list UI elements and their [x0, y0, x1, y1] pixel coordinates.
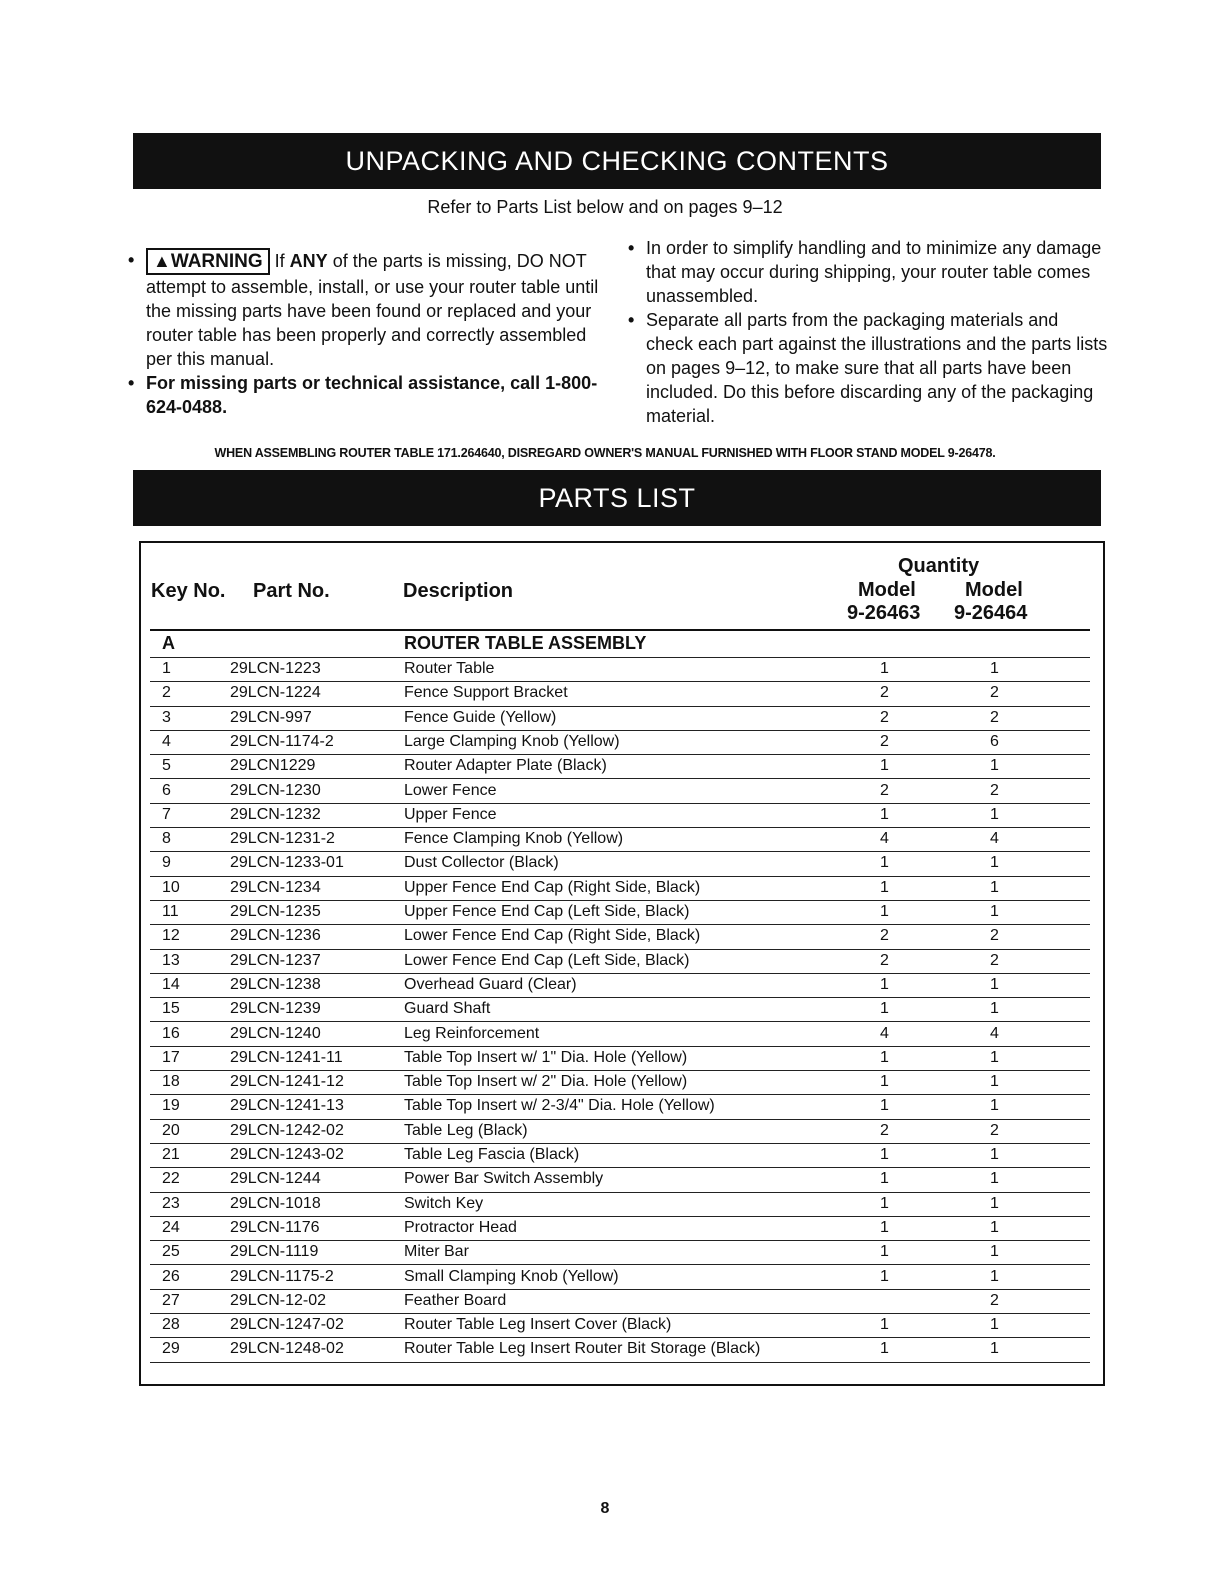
cell-desc: Lower Fence End Cap (Left Side, Black): [404, 951, 690, 969]
cell-q2: 1: [990, 1316, 999, 1334]
cell-desc: Power Bar Switch Assembly: [404, 1170, 604, 1188]
header-model2-label: Model: [965, 579, 1023, 601]
cell-key: 25: [162, 1243, 180, 1261]
cell-desc: Router Table Leg Insert Router Bit Storage (Black): [404, 1340, 761, 1358]
cell-q1: 2: [880, 684, 889, 702]
table-row: [150, 1216, 1090, 1241]
cell-q1: 1: [880, 1000, 889, 1018]
table-row: [150, 997, 1090, 1022]
cell-part: 29LCN-1223: [230, 660, 321, 677]
table-row: [150, 706, 1090, 731]
cell-q2: 2: [990, 1291, 999, 1309]
cell-q1: 1: [880, 1194, 889, 1212]
cell-desc: Switch Key: [404, 1194, 484, 1212]
cell-key: 3: [162, 708, 171, 726]
cell-part: 29LCN-1234: [230, 878, 321, 896]
cell-q1: 1: [880, 1243, 889, 1261]
cell-desc: Protractor Head: [404, 1218, 517, 1236]
cell-part: 29LCN-1247-02: [230, 1316, 344, 1334]
cell-key: 1: [162, 660, 171, 677]
cell-q2: 2: [990, 684, 999, 702]
cell-key: 15: [162, 1000, 180, 1018]
cell-q2: 1: [990, 1170, 999, 1188]
cell-desc: Table Top Insert w/ 2-3/4" Dia. Hole (Yellow): [404, 1097, 715, 1115]
cell-q2: 1: [990, 1243, 999, 1261]
cell-part: 29LCN-1239: [230, 1000, 321, 1018]
cell-part: 29LCN-1240: [230, 1024, 321, 1042]
table-row: [150, 900, 1090, 925]
cell-desc: Leg Reinforcement: [404, 1024, 540, 1042]
cell-part: 29LCN-1237: [230, 951, 321, 969]
cell-q2: 1: [990, 757, 999, 775]
section-key: A: [162, 633, 175, 653]
header-description: Description: [403, 580, 514, 602]
header-key-no: Key No.: [151, 580, 226, 602]
cell-part: 29LCN-1235: [230, 903, 321, 920]
cell-q1: 1: [880, 1267, 889, 1285]
cell-q2: 1: [990, 1218, 999, 1236]
cell-q2: 1: [990, 1048, 999, 1066]
cell-q1: 1: [880, 1073, 889, 1091]
cell-q2: 2: [990, 781, 999, 799]
cell-q1: 2: [880, 951, 889, 969]
section-row: [150, 631, 1090, 658]
bullet-icon: •: [628, 310, 635, 330]
cell-q2: 1: [990, 1097, 999, 1115]
cell-q2: 1: [990, 805, 999, 823]
table-row: [150, 1022, 1090, 1047]
cell-q1: 4: [880, 1024, 889, 1042]
cell-desc: Fence Clamping Knob (Yellow): [404, 830, 624, 848]
cell-q1: 1: [880, 1218, 889, 1236]
cell-desc: Table Leg Fascia (Black): [404, 1146, 580, 1163]
cell-q2: 1: [990, 878, 999, 896]
table-row: [150, 754, 1090, 779]
cell-q1: 2: [880, 1121, 889, 1139]
cell-key: 8: [162, 830, 171, 848]
cell-part: 29LCN-1248-02: [230, 1340, 344, 1358]
cell-part: 29LCN-1244: [230, 1170, 321, 1188]
missing-parts-paragraph: [128, 371, 608, 419]
table-row: [150, 851, 1090, 876]
cell-q2: 1: [990, 903, 999, 920]
handling-text: In order to simplify handling and to minimize any damage that may occur during shipping, your router table comes unassembled.: [646, 238, 1102, 306]
cell-q2: 1: [990, 1267, 999, 1285]
cell-q2: 2: [990, 1121, 999, 1139]
table-row: [150, 1119, 1090, 1144]
unpacking-banner: [133, 133, 1101, 189]
table-row: [150, 681, 1090, 706]
table-row: [150, 1143, 1090, 1168]
cell-key: 2: [162, 684, 171, 702]
cell-part: 29LCN-997: [230, 708, 312, 726]
cell-key: 10: [162, 878, 180, 896]
cell-desc: Upper Fence End Cap (Left Side, Black): [404, 903, 690, 920]
cell-desc: Router Table Leg Insert Cover (Black): [404, 1316, 672, 1334]
table-row: [150, 1337, 1090, 1362]
warning-label: WARNING: [170, 251, 263, 272]
cell-desc: Large Clamping Knob (Yellow): [404, 732, 620, 750]
cell-key: 5: [162, 757, 171, 775]
cell-part: 29LCN-1243-02: [230, 1146, 344, 1163]
cell-key: 7: [162, 805, 171, 823]
cell-key: 27: [162, 1291, 180, 1309]
cell-q1: 1: [880, 878, 889, 896]
missing-parts-text: For missing parts or technical assistance, call 1-800-624-0488.: [146, 373, 598, 417]
cell-q1: 1: [880, 975, 889, 993]
cell-part: 29LCN-1230: [230, 781, 321, 799]
header-part-no: Part No.: [253, 580, 330, 602]
header-quantity: Quantity: [898, 555, 980, 577]
cell-part: 29LCN-1232: [230, 805, 321, 823]
cell-key: 19: [162, 1097, 180, 1115]
cell-key: 4: [162, 732, 171, 750]
cell-q1: 2: [880, 927, 889, 945]
cell-part: 29LCN-1241-12: [230, 1073, 344, 1091]
unpacking-banner-title: UNPACKING AND CHECKING CONTENTS: [345, 145, 889, 176]
cell-key: 6: [162, 781, 171, 799]
cell-q1: 1: [880, 660, 889, 677]
cell-desc: Fence Support Bracket: [404, 684, 568, 702]
cell-part: 29LCN-1231-2: [230, 830, 335, 848]
cell-q1: 4: [880, 830, 889, 848]
table-row: [150, 876, 1090, 901]
table-row: [150, 1265, 1090, 1290]
cell-part: 29LCN-1175-2: [230, 1267, 334, 1285]
cell-key: 28: [162, 1316, 180, 1334]
table-row: [150, 924, 1090, 949]
table-row: [150, 1070, 1090, 1095]
cell-part: 29LCN-1238: [230, 975, 321, 993]
cell-q1: 1: [880, 903, 889, 920]
cell-q2: 1: [990, 1073, 999, 1091]
table-row: [150, 1167, 1090, 1192]
table-row: [150, 803, 1090, 828]
warning-body: of the parts is missing, DO NOT attempt to assemble, install, or use your router table until the missing parts have been found or replaced and your router table has been properly and correctly assembled per this manual.: [146, 251, 599, 369]
cell-key: 29: [162, 1340, 180, 1358]
cell-part: 29LCN-1119: [230, 1243, 319, 1261]
cell-key: 12: [162, 927, 180, 945]
cell-key: 9: [162, 854, 171, 872]
cell-desc: Dust Collector (Black): [404, 854, 559, 872]
cell-q1: 1: [880, 1146, 889, 1163]
cell-desc: Router Table: [404, 660, 495, 677]
cell-desc: Small Clamping Knob (Yellow): [404, 1267, 619, 1285]
cell-q2: 1: [990, 854, 999, 872]
cell-desc: Guard Shaft: [404, 1000, 491, 1018]
table-row: [150, 1046, 1090, 1071]
cell-q2: 1: [990, 1146, 999, 1163]
cell-part: 29LCN-1236: [230, 927, 321, 945]
cell-key: 20: [162, 1121, 180, 1139]
cell-part: 29LCN-1176: [230, 1218, 320, 1236]
cell-desc: Miter Bar: [404, 1243, 469, 1261]
cell-q2: 1: [990, 1194, 999, 1212]
cell-key: 24: [162, 1218, 180, 1236]
cell-q2: 4: [990, 1024, 999, 1042]
cell-desc: Fence Guide (Yellow): [404, 708, 557, 726]
cell-desc: Upper Fence End Cap (Right Side, Black): [404, 878, 701, 896]
table-row: [150, 779, 1090, 804]
header-model1-label: Model: [858, 579, 916, 601]
cell-q2: 1: [990, 660, 999, 677]
cell-q1: 1: [880, 1316, 889, 1334]
table-row: [150, 949, 1090, 974]
left-column: [128, 248, 608, 419]
bullet-icon: •: [128, 373, 135, 393]
warning-any: ANY: [289, 251, 328, 271]
cell-desc: Table Top Insert w/ 1" Dia. Hole (Yellow): [404, 1048, 688, 1066]
cell-q1: 2: [880, 781, 889, 799]
separate-parts-paragraph: [628, 308, 1108, 428]
cell-key: 16: [162, 1024, 180, 1042]
refer-text: Refer to Parts List below and on pages 9–12: [427, 197, 783, 217]
cell-q2: 1: [990, 1340, 999, 1358]
bullet-icon: •: [128, 250, 135, 270]
table-row: [150, 827, 1090, 852]
cell-part: 29LCN-12-02: [230, 1291, 327, 1309]
cell-key: 18: [162, 1073, 180, 1091]
cell-desc: Table Leg (Black): [404, 1121, 528, 1139]
header-model2-number: 9-26464: [954, 602, 1028, 624]
handling-paragraph: [628, 236, 1108, 308]
cell-part: 29LCN-1241-13: [230, 1097, 344, 1115]
cell-part: 29LCN-1018: [230, 1194, 321, 1212]
separate-parts-text: Separate all parts from the packaging materials and check each part against the illustrations and the parts lists on pages 9–12, to make sure that all parts have been included. Do this before discarding any of the packaging material.: [646, 310, 1108, 426]
cell-q2: 2: [990, 951, 999, 969]
cell-q2: 6: [990, 732, 999, 750]
table-row: [150, 973, 1090, 998]
right-column: [628, 236, 1108, 428]
cell-q1: 1: [880, 1097, 889, 1115]
cell-key: 21: [162, 1146, 180, 1163]
bullet-icon: •: [628, 238, 635, 258]
cell-key: 23: [162, 1194, 180, 1212]
table-row: [150, 657, 1090, 682]
cell-desc: Router Adapter Plate (Black): [404, 757, 607, 775]
header-model1-number: 9-26463: [847, 602, 921, 624]
cell-q1: 2: [880, 732, 889, 750]
cell-q2: 4: [990, 830, 999, 848]
table-row: [150, 1192, 1090, 1217]
cell-q1: 2: [880, 708, 889, 726]
cell-key: 14: [162, 975, 180, 993]
cell-desc: Table Top Insert w/ 2" Dia. Hole (Yellow): [404, 1073, 688, 1091]
cell-part: 29LCN-1224: [230, 684, 321, 702]
cell-desc: Upper Fence: [404, 805, 497, 823]
warning-badge: [146, 248, 270, 275]
cell-q1: 1: [880, 1048, 889, 1066]
warning-triangle-icon: ▲: [153, 251, 171, 271]
cell-part: 29LCN-1174-2: [230, 732, 334, 750]
cell-q1: 1: [880, 854, 889, 872]
cell-desc: Feather Board: [404, 1291, 507, 1309]
cell-q1: 1: [880, 1340, 889, 1358]
cell-key: 13: [162, 951, 180, 969]
cell-q1: 1: [880, 805, 889, 823]
cell-key: 11: [162, 903, 179, 920]
page-number: 8: [600, 1500, 610, 1517]
cell-key: 17: [162, 1048, 180, 1066]
cell-q2: 1: [990, 1000, 999, 1018]
cell-q2: 1: [990, 975, 999, 993]
parts-list-banner: [133, 470, 1101, 526]
warning-paragraph: [128, 248, 608, 371]
section-title: ROUTER TABLE ASSEMBLY: [404, 633, 647, 653]
cell-desc: Lower Fence End Cap (Right Side, Black): [404, 927, 701, 945]
cell-q2: 2: [990, 927, 999, 945]
cell-desc: Overhead Guard (Clear): [404, 975, 577, 993]
table-row: [150, 1094, 1090, 1119]
cell-q1: 1: [880, 1170, 889, 1188]
cell-part: 29LCN-1241-11: [230, 1048, 343, 1066]
cell-part: 29LCN-1242-02: [230, 1121, 344, 1139]
cell-key: 22: [162, 1170, 180, 1188]
warning-pre: If: [269, 251, 290, 271]
cell-part: 29LCN1229: [230, 757, 316, 775]
parts-list-title: PARTS LIST: [538, 482, 696, 513]
cell-q2: 2: [990, 708, 999, 726]
cell-key: 26: [162, 1267, 180, 1285]
table-row: [150, 1313, 1090, 1338]
table-row: [150, 730, 1090, 755]
cell-part: 29LCN-1233-01: [230, 854, 344, 872]
table-row: [150, 1240, 1090, 1265]
assembly-notice: WHEN ASSEMBLING ROUTER TABLE 171.264640, DISREGARD OWNER'S MANUAL FURNISHED WITH FLOOR STAND MODEL 9-26478.: [214, 446, 996, 460]
cell-desc: Lower Fence: [404, 781, 497, 799]
cell-q1: 1: [880, 757, 889, 775]
table-row: [150, 1289, 1090, 1314]
